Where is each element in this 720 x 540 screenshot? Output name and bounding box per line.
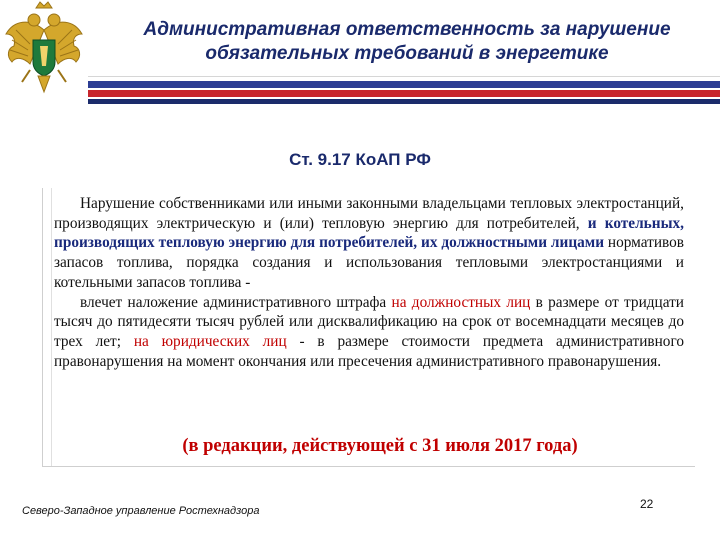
edition-note: (в редакции, действующей с 31 июля 2017 года)	[182, 436, 578, 456]
footer-organization: Северо-Западное управление Ростехнадзора	[22, 505, 260, 517]
legal-entities-emphasis: на юридических лиц	[133, 332, 287, 350]
emblem-icon	[0, 0, 88, 100]
officials-emphasis: на должностных лиц	[391, 293, 531, 311]
article-reference: Ст. 9.17 КоАП РФ	[289, 150, 431, 169]
title-line-2: обязательных требований в энергетике	[205, 43, 609, 64]
penalty-intro-text: влечет наложение административного штрафа	[80, 293, 392, 311]
violation-object-text: нормативов запасов топлива, порядка создания и использования тепловыми электростанциями и котельными запасов топлива -	[54, 234, 684, 291]
officials-penalty-text: в размере от тридцати тысяч до пятидесяти тысяч рублей или дисквалификацию на срок от восемнадцати месяцев до трех лет;	[54, 293, 684, 350]
paragraph-violation	[54, 194, 684, 293]
paragraph-penalty	[54, 293, 684, 372]
legal-entities-penalty-text: - в размере стоимости предмета административного правонарушения на момент окончания или пресечения административного правонарушения.	[54, 332, 684, 370]
header-stripes	[88, 76, 720, 116]
article-text	[54, 194, 684, 371]
violation-subject-text: и котельных, производящих тепловую энергию для потребителей, их должностными лицами	[54, 214, 684, 252]
page-title	[112, 18, 702, 66]
title-line-1: Административная ответственность за нарушение	[143, 19, 671, 40]
page-number: 22	[640, 497, 654, 511]
violation-text: Нарушение собственниками или иными законными владельцами тепловых электростанций, производящих электрическую и (или) тепловую энергию для потребителей,	[54, 195, 684, 232]
